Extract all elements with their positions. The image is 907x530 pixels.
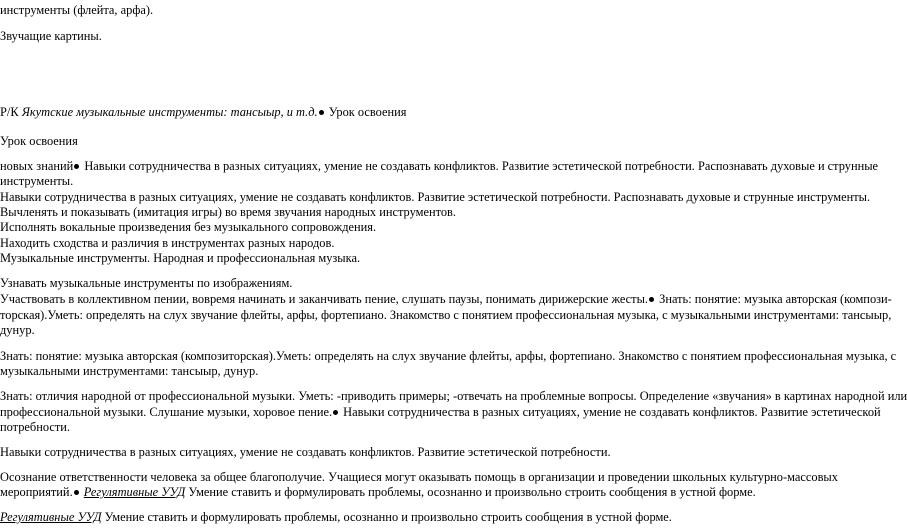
bullet-icon: [74, 164, 79, 169]
paragraph-line: [0, 469, 838, 485]
bullet-icon: [333, 410, 338, 415]
paragraph-line: [0, 404, 881, 420]
paragraph-line: [0, 235, 334, 251]
regulatory-uud-link[interactable]: Регулятивные УУД: [83, 485, 186, 499]
paragraph-line: [0, 275, 292, 291]
text-span: Узнавать музыкальные инструменты по изображениям.: [0, 276, 293, 290]
paragraph-line: [0, 419, 70, 435]
bullet-icon: [319, 110, 324, 115]
text-span: Знать: отличия народной от профессиональной музыки. Уметь: -приводить примеры; -отвечать на проблемные вопросы. Определение «звучания» в картинах народной или: [0, 389, 907, 403]
text-sounding-pictures: [0, 28, 102, 44]
text-span: инструменты.: [0, 174, 74, 188]
text-span: профессиональной музыки. Слушание музыки, хоровое пение.: [0, 405, 333, 419]
text-span: торская).Уметь: определять на слух звучание флейты, арфы, фортепиано. Знакомство с понятием профессиональная музыка, с музыкальными инструментами: тансыыр,: [0, 308, 892, 322]
text-span: Участвовать в коллективном пении, вовремя начинать и заканчивать пение, слушать паузы, понимать дирижерские жесты.: [0, 292, 649, 306]
text-span: Знать: понятие: музыка авторская (композиторская).Уметь: определять на слух звучание флейты, арфы, фортепиано. Знакомство с понятием профессиональная музыка, с: [0, 349, 897, 363]
text-span: Умение ставить и формулировать проблемы, осознанно и произвольно строить сообщения в устной форме.: [185, 485, 756, 499]
text-span: новых знаний: [0, 159, 74, 173]
text-span: потребности.: [0, 420, 71, 434]
text-span: Навыки сотрудничества в разных ситуациях, умение не создавать конфликтов. Развитие эстетической потребности. Распознавать духовые и струнные: [81, 159, 879, 173]
text-span: Р/К: [0, 105, 22, 119]
text-span: Музыкальные инструменты. Народная и профессиональная музыка.: [0, 251, 361, 265]
paragraph-line: [0, 219, 376, 235]
text-instruments-line: [0, 2, 153, 18]
paragraph-line: [0, 173, 73, 189]
text-span: Навыки сотрудничества в разных ситуациях, умение не создавать конфликтов. Развитие эстетической потребности. Распознавать духовые и струнные инструменты.: [0, 190, 871, 204]
text-span: Звучащие картины.: [0, 29, 102, 43]
text-span: Умение ставить и формулировать проблемы, осознанно и произвольно строить сообщения в устной форме.: [101, 510, 672, 524]
paragraph-line: [0, 363, 258, 379]
bullet-icon: [649, 297, 654, 302]
text-span: Осознание ответственности человека за общее благополучие. Учащиеся могут оказывать помощь в организации и проведении школьных культурно-массовых: [0, 470, 838, 484]
text-span: Урок освоения: [325, 105, 407, 119]
text-span: дунур.: [0, 323, 35, 337]
paragraph-line: [0, 204, 456, 220]
paragraph-line: [0, 291, 892, 307]
paragraph-line: [0, 250, 360, 266]
text-span: Находить сходства и различия в инструментах разных народов.: [0, 236, 335, 250]
bullet-icon: [74, 490, 79, 495]
text-span: Знать: понятие: музыка авторская (компози-: [656, 292, 892, 306]
paragraph-line: [0, 158, 878, 174]
paragraph-line: [0, 509, 672, 525]
text-span: Урок освоения: [0, 134, 78, 148]
paragraph-line: [0, 307, 892, 323]
text-span: Вычленять и показывать (имитация игры) во время звучания народных инструментов.: [0, 205, 456, 219]
text-span: Навыки сотрудничества в разных ситуациях, умение не создавать конфликтов. Развитие эстетической потребности.: [0, 445, 611, 459]
paragraph-line: [0, 189, 870, 205]
paragraph-line: [0, 388, 907, 404]
paragraph-line: [0, 444, 611, 460]
italic-text: Якутские музыкальные инструменты: тансыыр, и т.д.: [21, 105, 318, 119]
text-rk-line: [0, 104, 406, 120]
paragraph-line: [0, 348, 897, 364]
text-span: Навыки сотрудничества в разных ситуациях, умение не создавать конфликтов. Развитие эстетической: [340, 405, 881, 419]
text-lesson-type: [0, 133, 78, 149]
text-span: мероприятий.: [0, 485, 73, 499]
text-span: инструменты (флейта, арфа).: [0, 3, 154, 17]
paragraph-line: [0, 322, 35, 338]
text-span: Исполнять вокальные произведения без музыкального сопровождения.: [0, 220, 377, 234]
regulatory-uud-link[interactable]: Регулятивные УУД: [0, 510, 102, 524]
paragraph-line: [0, 484, 756, 500]
text-span: музыкальными инструментами: тансыыр, дунур.: [0, 364, 259, 378]
